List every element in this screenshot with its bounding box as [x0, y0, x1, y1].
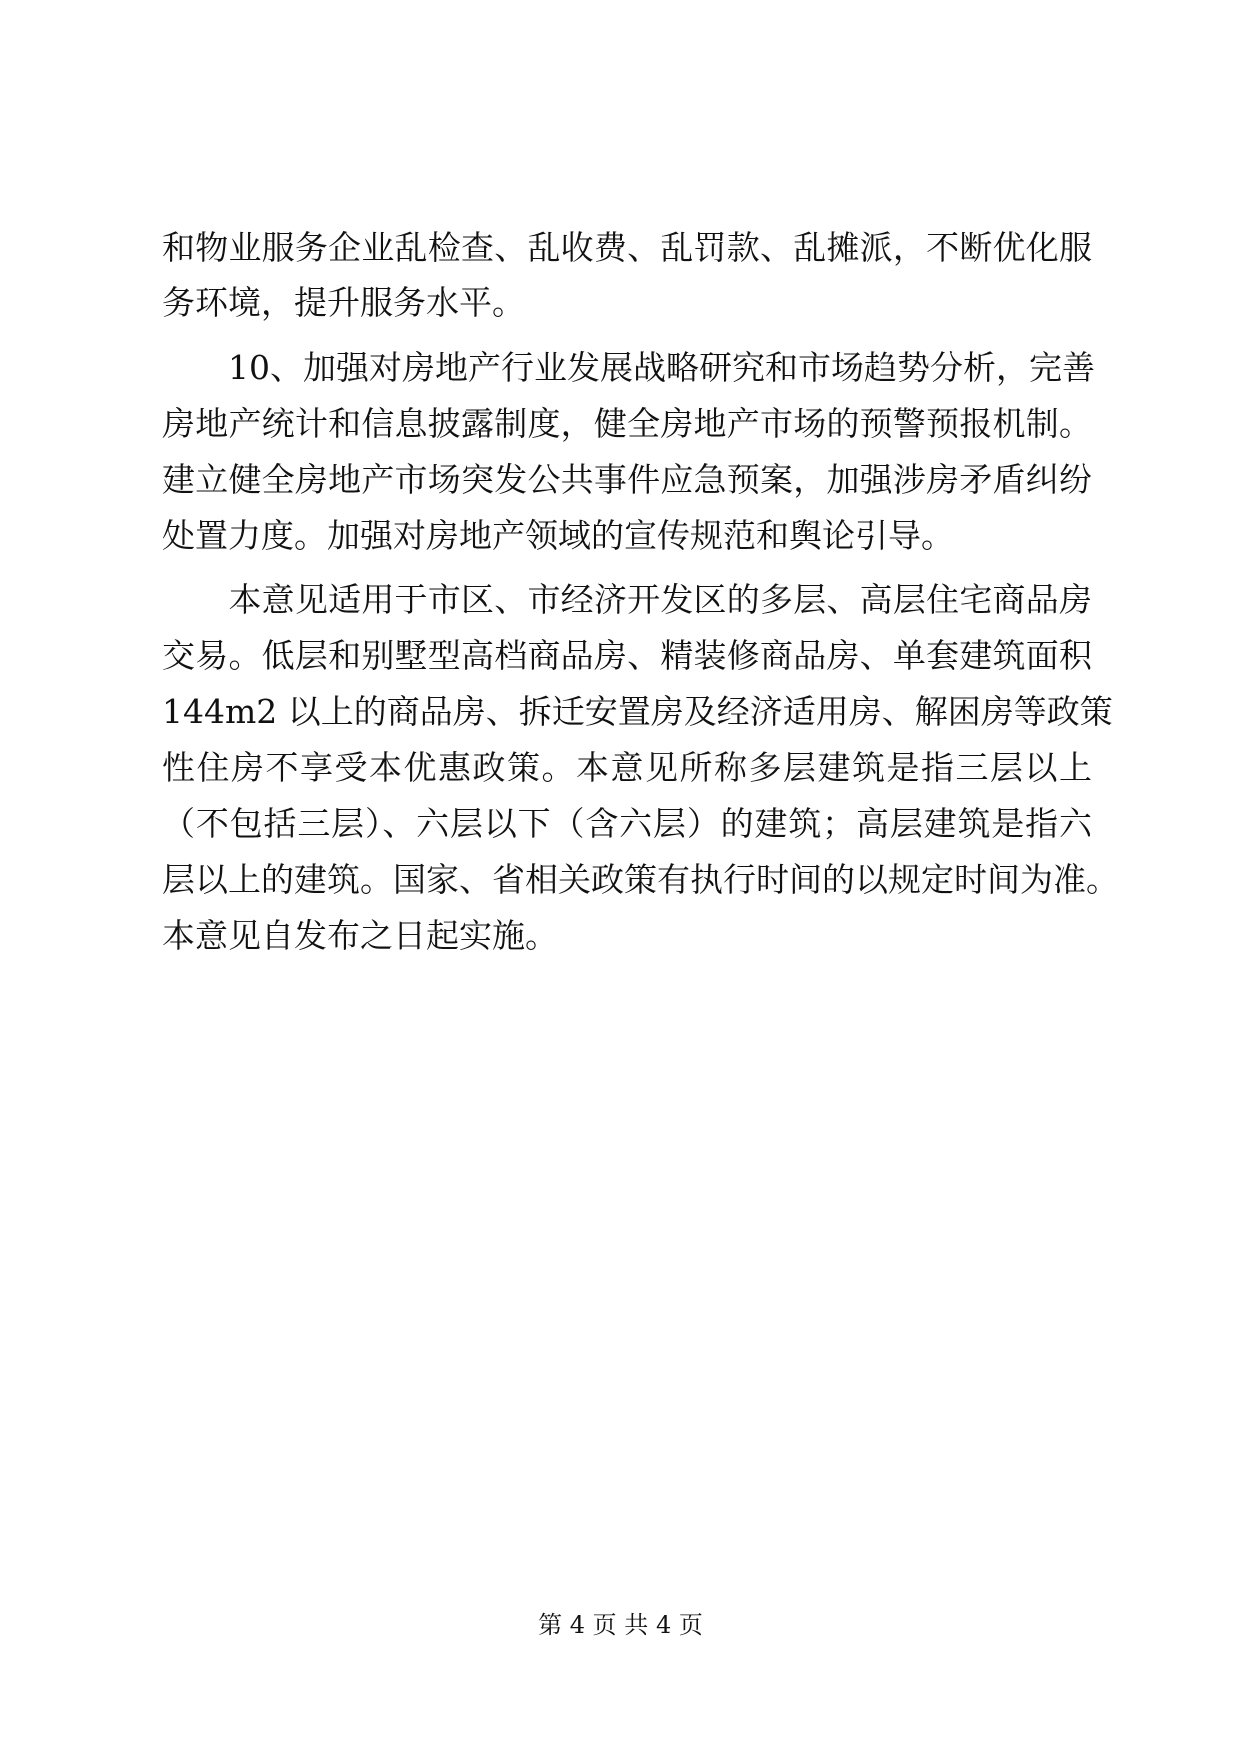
text-line: 层以上的建筑。国家、省相关政策有执行时间的以规定时间为准。 — [162, 860, 1119, 899]
text-line: （不包括三层）、六层以下（含六层）的建筑；高层建筑是指六 — [162, 804, 1092, 843]
text-line: 本意见适用于市区、市经济开发区的多层、高层住宅商品房 — [162, 580, 1092, 619]
text-line: 和物业服务企业乱检查、乱收费、乱罚款、乱摊派，不断优化服 — [162, 228, 1092, 267]
text-line: 10、加强对房地产行业发展战略研究和市场趋势分析，完善 — [162, 348, 1095, 387]
page-number-footer: 第 4 页 共 4 页 — [538, 1611, 703, 1639]
text-line: 建立健全房地产市场突发公共事件应急预案，加强涉房矛盾纠纷 — [162, 460, 1092, 499]
text-line: 本意见自发布之日起实施。 — [162, 916, 558, 955]
text-line: 处置力度。加强对房地产领域的宣传规范和舆论引导。 — [162, 516, 954, 555]
text-line: 房地产统计和信息披露制度，健全房地产市场的预警预报机制。 — [162, 404, 1092, 443]
text-line: 性住房不享受本优惠政策。本意见所称多层建筑是指三层以上 — [162, 748, 1092, 787]
text-line: 交易。低层和别墅型高档商品房、精装修商品房、单套建筑面积 — [162, 636, 1092, 675]
text-line: 144m2 以上的商品房、拆迁安置房及经济适用房、解困房等政策 — [162, 692, 1113, 731]
text-line: 务环境，提升服务水平。 — [162, 283, 525, 322]
